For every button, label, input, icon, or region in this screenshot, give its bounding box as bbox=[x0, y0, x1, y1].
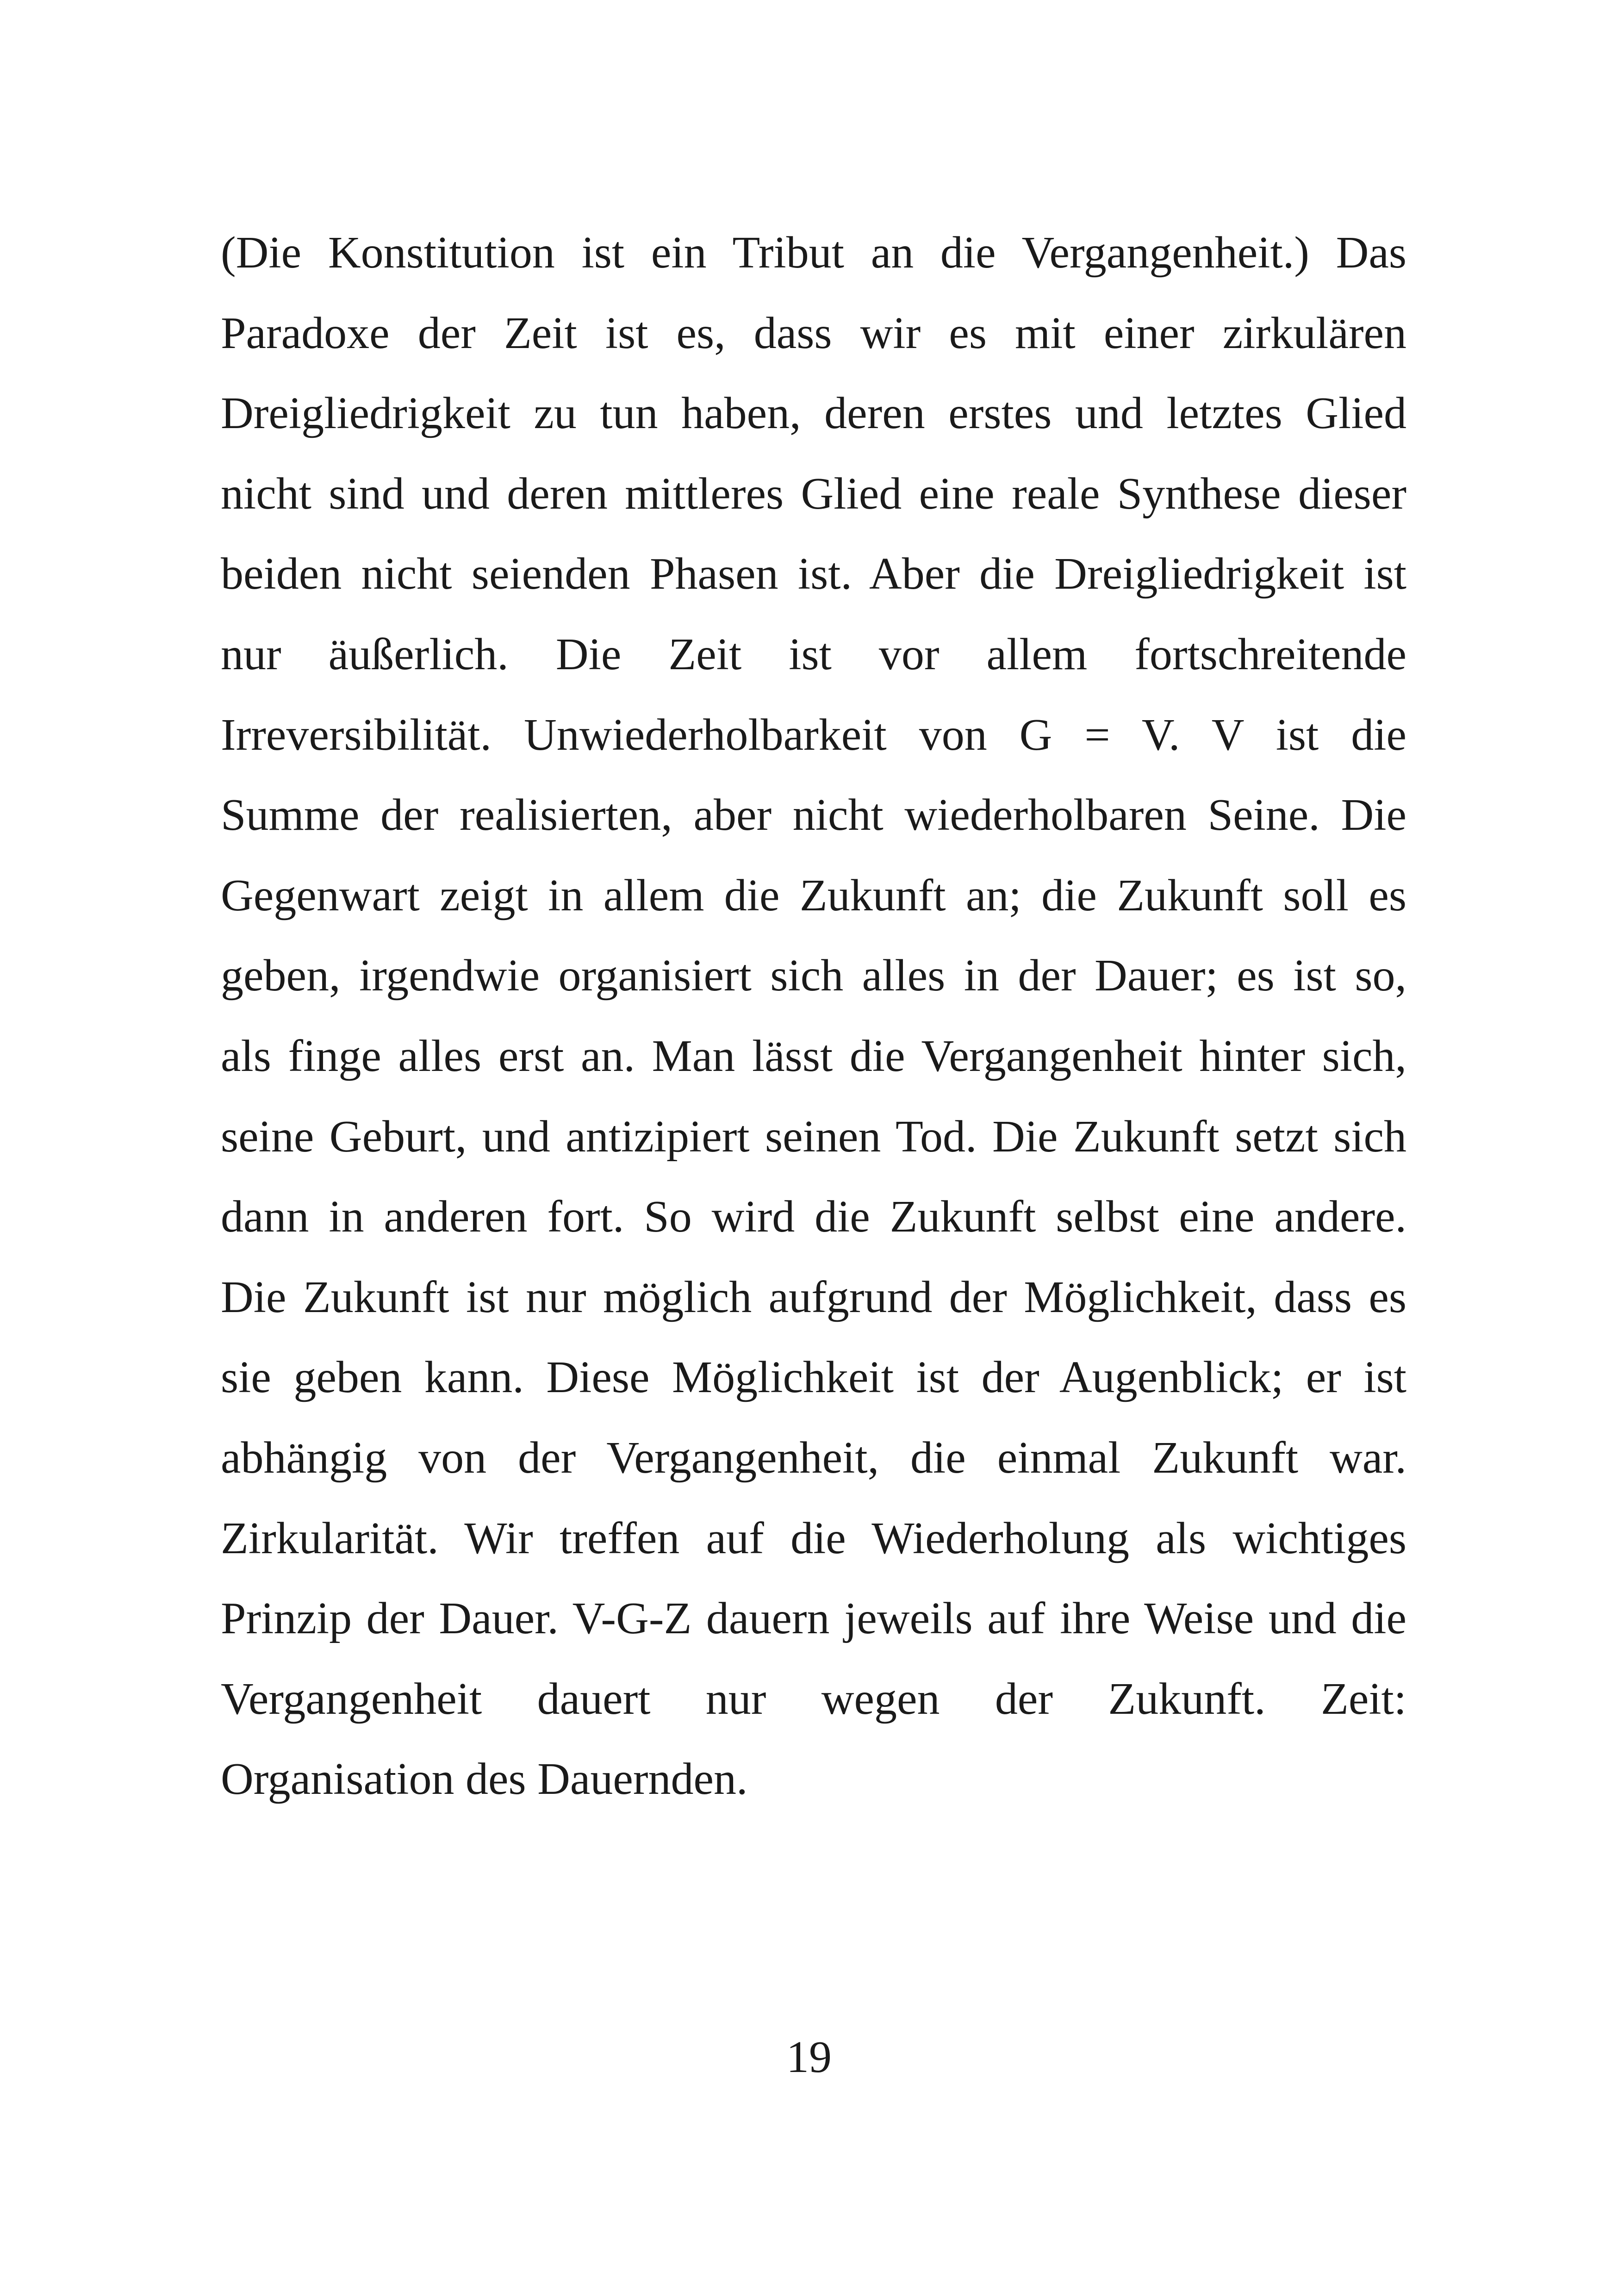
text-line: Dreigliedrigkeit zu tun haben, deren erstes und letztes Glied bbox=[221, 388, 1406, 439]
text-line: als finge alles erst an. Man lässt die Vergangenheit hinter sich, bbox=[221, 1031, 1406, 1081]
text-line: seine Geburt, und antizipiert seinen Tod. Die Zukunft setzt sich bbox=[221, 1111, 1406, 1162]
text-line: nur äußerlich. Die Zeit ist vor allem fortschreitende bbox=[221, 629, 1406, 679]
text-line: beiden nicht seienden Phasen ist. Aber die Dreigliedrigkeit ist bbox=[221, 549, 1406, 599]
text-line: geben, irgendwie organisiert sich alles in der Dauer; es ist so, bbox=[221, 951, 1406, 1001]
text-line: Vergangenheit dauert nur wegen der Zukunft. Zeit: bbox=[221, 1674, 1406, 1724]
text-line: (Die Konstitution ist ein Tribut an die Vergangenheit.) Das bbox=[221, 228, 1406, 278]
body-paragraph bbox=[221, 213, 1406, 1820]
text-line: Prinzip der Dauer. V-G-Z dauern jeweils auf ihre Weise und die bbox=[221, 1593, 1406, 1644]
text-line: Organisation des Dauernden. bbox=[221, 1754, 748, 1804]
text-line: Irreversibilität. Unwiederholbarkeit von G = V. V ist die bbox=[221, 709, 1406, 760]
text-line: nicht sind und deren mittleres Glied eine reale Synthese dieser bbox=[221, 468, 1406, 519]
text-line: Die Zukunft ist nur möglich aufgrund der Möglichkeit, dass es bbox=[221, 1272, 1406, 1322]
text-line: Zirkularität. Wir treffen auf die Wiederholung als wichtiges bbox=[221, 1513, 1406, 1563]
text-line: Summe der realisierten, aber nicht wiederholbaren Seine. Die bbox=[221, 790, 1406, 840]
page-number: 19 bbox=[786, 2032, 832, 2082]
text-line: Paradoxe der Zeit ist es, dass wir es mit einer zirkulären bbox=[221, 308, 1406, 358]
text-line: Gegenwart zeigt in allem die Zukunft an; die Zukunft soll es bbox=[221, 870, 1406, 921]
text-line: dann in anderen fort. So wird die Zukunft selbst eine andere. bbox=[221, 1192, 1406, 1242]
text-line: sie geben kann. Diese Möglichkeit ist der Augenblick; er ist bbox=[221, 1352, 1406, 1403]
text-line: abhängig von der Vergangenheit, die einmal Zukunft war. bbox=[221, 1432, 1406, 1483]
